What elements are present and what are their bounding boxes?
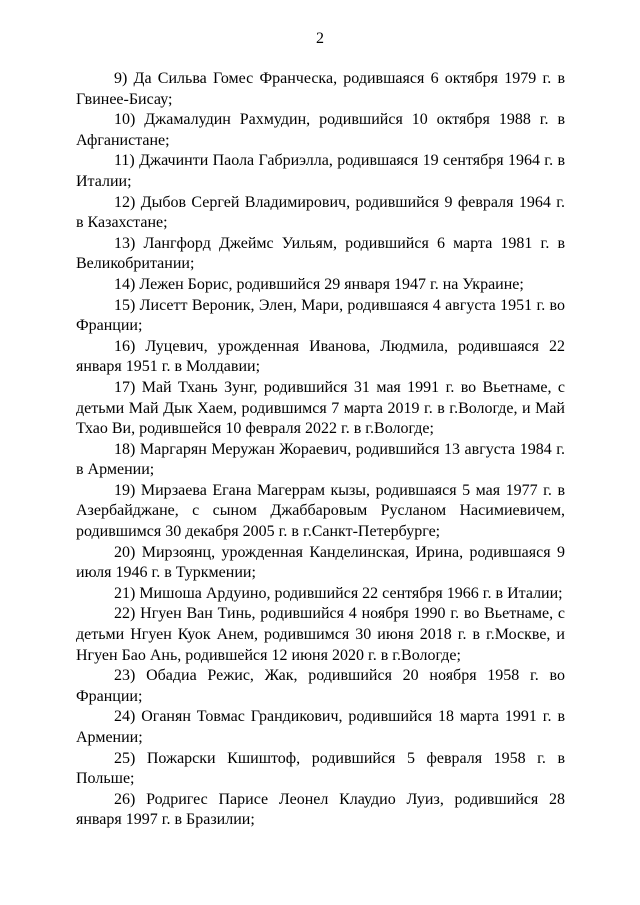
list-item: 14) Лежен Борис, родившийся 29 января 1947 г. на Украине; [114,275,524,293]
list-item: 22) Нгуен Ван Тинь, родившийся 4 ноября 1990 г. во Вьетнаме, с детьми Нгуен Куок Анем, родившимся 30 июня 2018 г. в г.Москве, и Нгуен Бао Ань, родившейся 12 июня 2020 г. в г.Вологде; [76,605,565,664]
list-item: 24) Оганян Товмас Грандикович, родившийся 18 марта 1991 г. в Армении; [76,708,565,746]
list-item: 23) Обадиа Режис, Жак, родившийся 20 ноября 1958 г. во Франции; [76,667,565,705]
list-item: 13) Лангфорд Джеймс Уильям, родившийся 6 марта 1981 г. в Великобритании; [76,234,565,273]
list-item: 26) Родригес Парисе Леонел Клаудио Луиз, родившийся 28 января 1997 г. в Бразилии; [76,790,565,829]
list-item: 9) Да Сильва Гомес Франческа, родившаяся 6 октября 1979 г. в Гвинее-Бисау; [76,70,565,108]
list-item: 17) Май Тхань Зунг, родившийся 31 мая 1991 г. во Вьетнаме, с детьми Май Дык Хаем, родившимся 7 марта 2019 г. в г.Вологде, и Май Тхао Ви, родившейся 10 февраля 2022 г. в г.Вологде; [76,378,565,438]
page-number: 2 [316,30,324,47]
citizenship-list [76,69,565,831]
list-item: 21) Мишоша Ардуино, родившийся 22 сентября 1966 г. в Италии; [114,584,563,602]
list-item: 10) Джамалудин Рахмудин, родившийся 10 октября 1988 г. в Афганистане; [76,111,565,149]
list-item: 19) Мирзаева Егана Магеррам кызы, родившаяся 5 мая 1977 г. в Азербайджане, с сыном Джаббаровым Русланом Насимиевичем, родившимся 30 декабря 2005 г. в г.Санкт-Петербурге; [76,481,565,541]
list-item: 15) Лисетт Вероник, Элен, Мари, родившаяся 4 августа 1951 г. во Франции; [76,296,565,335]
list-item: 18) Маргарян Меружан Жораевич, родившийся 13 августа 1984 г. в Армении; [76,440,565,479]
list-item: 12) Дыбов Сергей Владимирович, родившийся 9 февраля 1964 г. в Казахстане; [76,193,565,232]
list-item: 25) Пожарски Кшиштоф, родившийся 5 февраля 1958 г. в Польше; [76,749,565,788]
list-item: 11) Джачинти Паола Габриэлла, родившаяся 19 сентября 1964 г. в Италии; [76,152,565,190]
list-item: 16) Луцевич, урожденная Иванова, Людмила, родившаяся 22 января 1951 г. в Молдавии; [76,337,565,376]
list-item: 20) Мирзоянц, урожденная Канделинская, Ирина, родившаяся 9 июля 1946 г. в Туркмении; [76,543,565,582]
